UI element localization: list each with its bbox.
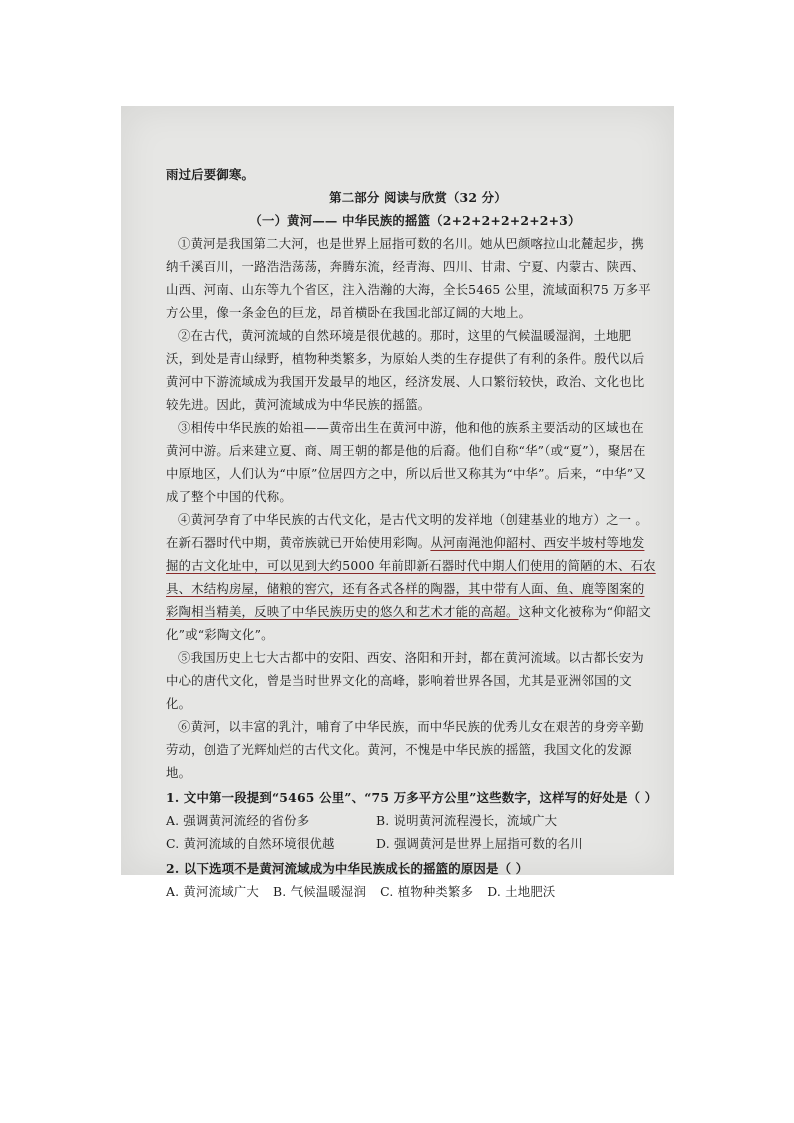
paragraph-1: ①黄河是我国第二大河，也是世界上屈指可数的名川。她从巴颜喀拉山北麓起步，携纳千溪百川，一路浩浩荡荡，奔腾东流，经青海、四川、甘肃、宁夏、内蒙古、陕西、山西、河南、山东等九个省区，注入浩瀚的大海，全长5465 公里，流域面积75 万多平方公里，像一条金色的巨龙，昂首横卧在我国北部辽阔的大地上。 [166,236,651,320]
paragraph-4 [166,508,656,646]
paragraph-4-end: 这种文化被称为“仰韶文化”或“彩陶文化”。 [166,604,651,642]
paragraph-4-intro: ④黄河孕育了中华民族的古代文化，是古代文明的发祥地（创建基业的地方）之一 。在新石器时代中期，黄帝族就已开始使用彩陶。 [166,512,648,550]
q1-option-b[interactable]: B. 说明黄河流程漫长，流域广大 [376,813,558,828]
question-1-options [166,809,656,855]
article-title: （一）黄河—— 中华民族的摇篮（2+2+2+2+2+2+3） [249,213,581,228]
previous-answer-fragment: 雨过后要御寒。 [166,167,255,182]
question-2-stem: 2. 以下选项不是黄河流域成为中华民族成长的摇篮的原因是（ ） [166,861,529,876]
q2-option-d[interactable]: D. 土地肥沃 [487,884,556,899]
section-title: 第二部分 阅读与欣赏（32 分） [329,190,507,205]
q1-option-d[interactable]: D. 强调黄河是世界上屈指可数的名川 [376,836,583,851]
q1-option-c[interactable]: C. 黄河流域的自然环境很优越 [166,836,335,851]
q2-option-c[interactable]: C. 植物种类繁多 [380,884,474,899]
paragraph-6: ⑥黄河，以丰富的乳汁，哺育了中华民族，而中华民族的优秀儿女在艰苦的身旁辛勤劳动，创造了光辉灿烂的古代文化。黄河，不愧是中华民族的摇篮，我国文化的发源地。 [166,719,644,780]
exam-content [166,163,656,903]
paragraph-3: ③相传中华民族的始祖——黄帝出生在黄河中游，他和他的族系主要活动的区域也在黄河中游。后来建立夏、商、周王朝的都是他的后裔。他们自称“华”（或“夏”），聚居在中原地区，人们认为“中原”位居四方之中，所以后世又称其为“中华”。后来，“中华”又成了整个中国的代称。 [166,420,646,504]
paragraph-2: ②在古代，黄河流域的自然环境是很优越的。那时，这里的气候温暖湿润，土地肥沃，到处是青山绿野，植物种类繁多，为原始人类的生存提供了有利的条件。殷代以后黄河中下游流域成为我国开发最早的地区，经济发展、人口繁衍较快，政治、文化也比较先进。因此，黄河流域成为中华民族的摇篮。 [166,328,645,412]
question-2-options [166,880,656,903]
q1-option-a[interactable]: A. 强调黄河流经的省份多 [166,813,310,828]
exam-page-photo [121,106,674,899]
paragraph-5: ⑤我国历史上七大古都中的安阳、西安、洛阳和开封，都在黄河流域。以古都长安为中心的唐代文化，曾是当时世界文化的高峰，影响着世界各国，尤其是亚洲邻国的文化。 [166,650,644,711]
underlined-passage: 从河南渑池仰韶村、西安半坡村等地发掘的古文化址中，可以见到大约5000 年前即新石器时代中期人们使用的简陋的木、石农具、木结构房屋，储粮的窖穴，还有各式各样的陶器，其中带有人面、鱼、鹿等图案的彩陶相当精美，反映了中华民族历史的悠久和艺术才能的高超。 [166,535,656,619]
question-1-stem: 1. 文中第一段提到“5465 公里”、“75 万多平方公里”这些数字，这样写的好处是（ ） [166,790,658,805]
q2-option-a[interactable]: A. 黄河流域广大 [166,884,259,899]
q2-option-b[interactable]: B. 气候温暖湿润 [272,884,367,899]
